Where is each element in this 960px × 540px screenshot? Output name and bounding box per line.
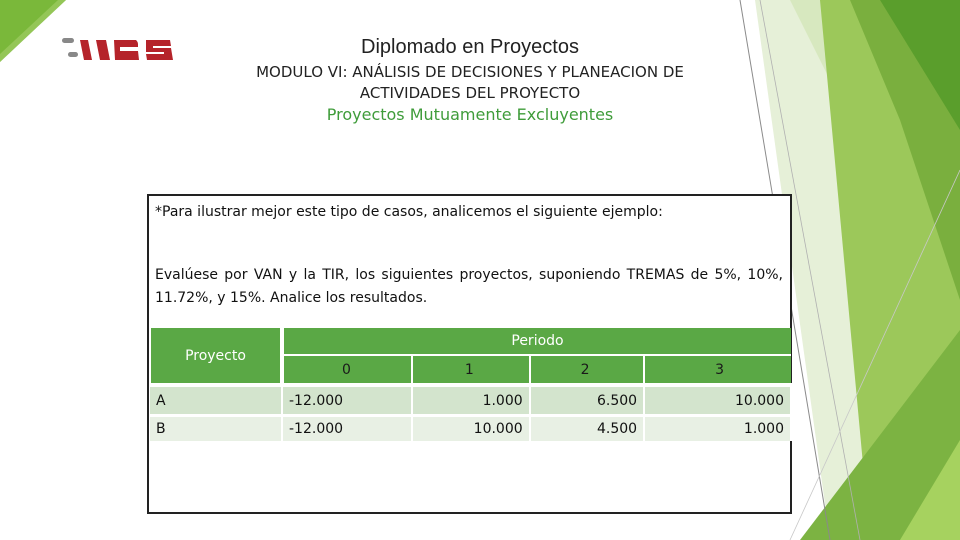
project-name: B	[150, 416, 282, 442]
projects-table	[149, 328, 792, 441]
column-header-proyecto: Proyecto	[150, 328, 282, 385]
period-header: 1	[412, 355, 530, 385]
ies-logo	[62, 30, 188, 70]
period-header: 0	[282, 355, 412, 385]
cash-flow-cell: 1.000	[644, 416, 791, 442]
cash-flow-cell: 1.000	[412, 385, 530, 416]
cash-flow-cell: 6.500	[530, 385, 644, 416]
period-header: 3	[644, 355, 791, 385]
cash-flow-cell: 4.500	[530, 416, 644, 442]
module-subtitle: MODULO VI: ANÁLISIS DE DECISIONES Y PLANEACION DE ACTIVIDADES DEL PROYECTO	[256, 63, 684, 102]
table-row	[150, 416, 791, 442]
page-title: Diplomado en Proyectos	[361, 36, 579, 58]
intro-text: *Para ilustrar mejor este tipo de casos, analicemos el siguiente ejemplo:	[155, 204, 663, 220]
table-row	[150, 385, 791, 416]
column-header-periodo: Periodo	[282, 328, 791, 355]
cash-flow-cell: 10.000	[412, 416, 530, 442]
question-text: Evalúese por VAN y la TIR, los siguientes proyectos, suponiendo TREMAS de 5%, 10%, 11.72%, y 15%. Analice los resultados.	[155, 267, 783, 306]
cash-flow-cell: 10.000	[644, 385, 791, 416]
cash-flow-cell: -12.000	[282, 416, 412, 442]
project-name: A	[150, 385, 282, 416]
period-header: 2	[530, 355, 644, 385]
cash-flow-cell: -12.000	[282, 385, 412, 416]
section-title: Proyectos Mutuamente Excluyentes	[326, 105, 614, 124]
table-header-row	[150, 328, 791, 355]
